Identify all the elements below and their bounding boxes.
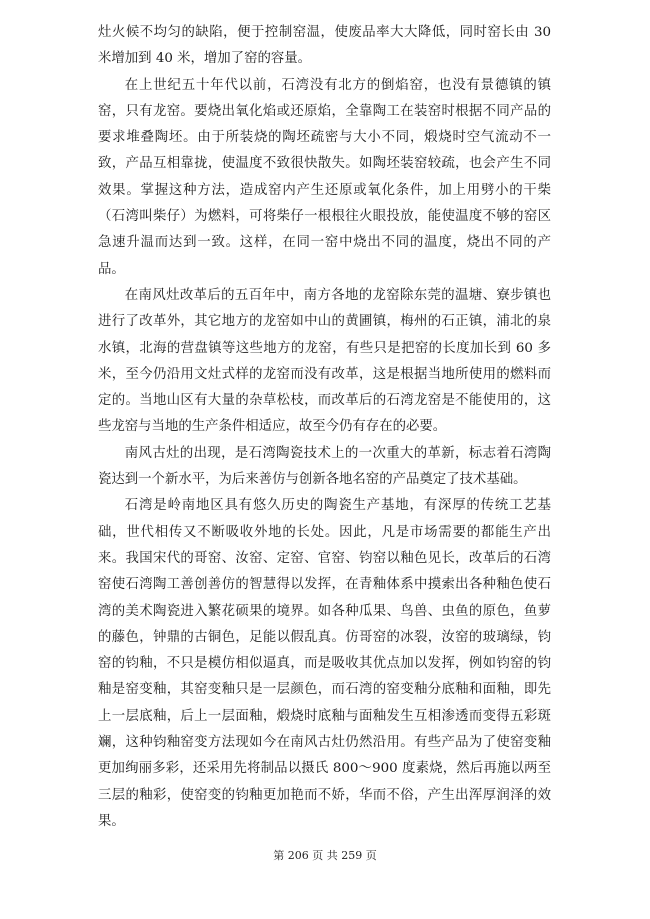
paragraph-1: 灶火候不均匀的缺陷，便于控制窑温，使废品率大大降低，同时窑长由 30 米增加到 40 米，增加了窑的容量。 <box>98 25 551 67</box>
footer-middle: 页 共 <box>312 849 338 862</box>
paragraph-2: 在上世纪五十年代以前，石湾没有北方的倒焰窑，也没有景德镇的镇窑，只有龙窑。要烧出氧化焰或还原焰，全靠陶工在装窑时根据不同产品的要求堆叠陶坯。由于所装烧的陶坯疏密与大小不同，煅烧时空气流动不一致，产品互相靠拢，使温度不致很快散失。如陶坯装窑较疏，也会产生不同效果。掌握这种方法，造成窑内产生还原或氧化条件，加上用劈小的干柴（石湾叫柴仔）为燃料，可将柴仔一根根往火眼投放，能使温度不够的窑区急速升温而达到一致。这样，在同一窑中烧出不同的温度，烧出不同的产品。 <box>98 77 551 277</box>
body-text <box>98 20 551 835</box>
footer-current-page: 206 <box>287 849 309 862</box>
page-footer <box>0 849 650 863</box>
paragraph-4: 南风古灶的出现，是石湾陶瓷技术上的一次重大的革新，标志着石湾陶瓷达到一个新水平，为后来善仿与创新各地名窑的产品奠定了技术基础。 <box>98 445 551 488</box>
paragraph-3: 在南风灶改革后的五百年中，南方各地的龙窑除东莞的温塘、寮步镇也进行了改革外，其它地方的龙窑如中山的黄圃镇，梅州的石正镇，浦北的泉水镇，北海的营盘镇等这些地方的龙窑，有些只是把窑的长度加长到 60 多米，至今仍沿用文灶式样的龙窑而没有改革，这是根据当地所使用的燃料而定的。当地山区有大量的杂草松枝，而改革后的石湾龙窑是不能使用的，这些龙窑与当地的生产条件相适应，故至今仍有存在的必要。 <box>98 287 551 435</box>
footer-suffix: 页 <box>365 849 377 862</box>
footer-total-pages: 259 <box>341 849 363 862</box>
footer-prefix: 第 <box>273 849 285 862</box>
paragraph-5: 石湾是岭南地区具有悠久历史的陶瓷生产基地，有深厚的传统工艺基础，世代相传又不断吸收外地的长处。因此，凡是市场需要的都能生产出来。我国宋代的哥窑、汝窑、定窑、官窑、钧窑以釉色见长，改革后的石湾窑使石湾陶工善创善仿的智慧得以发挥，在青釉体系中摸索出各种釉色使石湾的美术陶瓷进入繁花硕果的境界。如各种瓜果、鸟兽、虫鱼的原色，鱼萝的藤色，钟鼎的古铜色，足能以假乱真。仿哥窑的冰裂，汝窑的玻璃绿，钧窑的钧釉，不只是模仿相似逼真，而是吸收其优点加以发挥，例如钧窑的钧釉是窑变釉，其窑变釉只是一层颜色，而石湾的窑变釉分底釉和面釉，即先上一层底釉，后上一层面釉，煅烧时底釉与面釉发生互相渗透而变得五彩斑斓，这种钧釉窑变方法现如今在南风古灶仍然沿用。有些产品为了使窑变釉更加绚丽多彩，还采用先将制品以摄氏 800～900 度素烧，然后再施以两至三层的釉彩，使窑变的钧釉更加艳而不娇，华而不俗，产生出浑厚润泽的效果。 <box>98 498 551 829</box>
